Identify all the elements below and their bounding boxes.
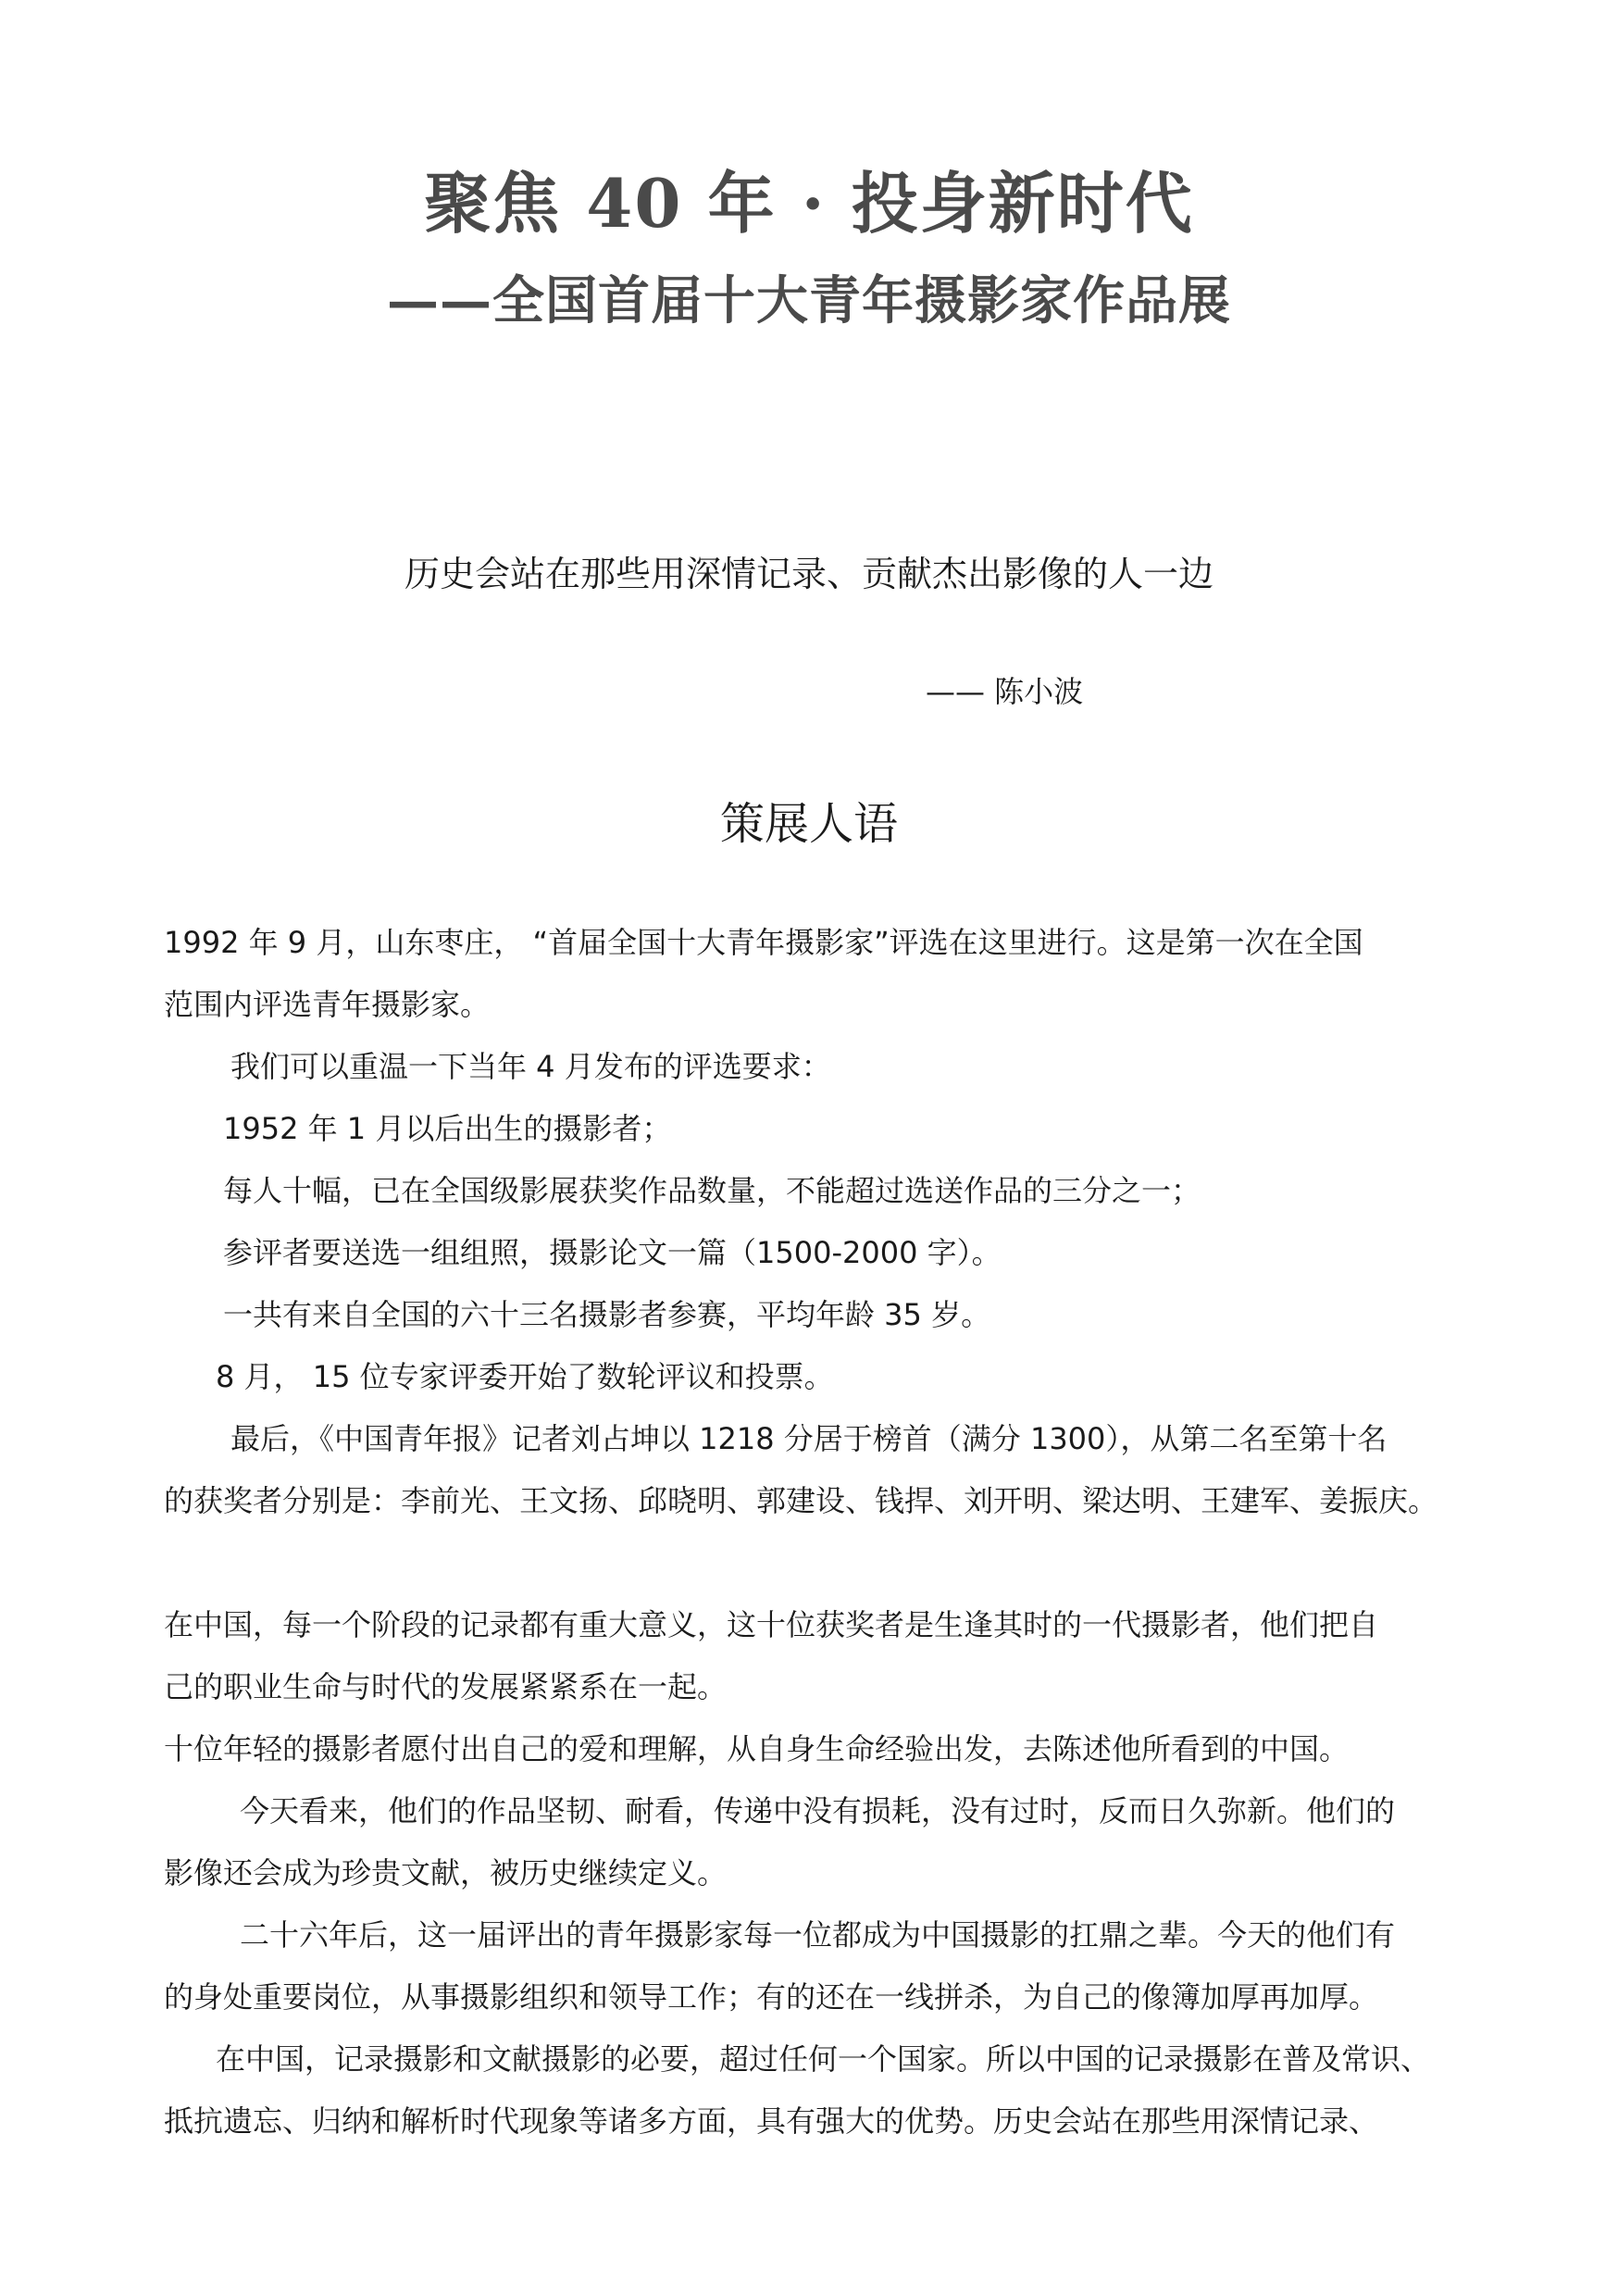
body-line: 影像还会成为珍贵文献，被历史继续定义。 (164, 1855, 728, 1890)
body-line: 每人十幅，已在全国级影展获奖作品数量，不能超过选送作品的三分之一； (223, 1173, 1201, 1208)
body-line: 范围内评选青年摄影家。 (164, 987, 491, 1022)
title-block (0, 153, 1618, 347)
body-line: 十位年轻的摄影者愿付出自己的爱和理解，从自身生命经验出发，去陈述他所看到的中国。 (164, 1731, 1350, 1766)
paragraph-gap (164, 1532, 1464, 1594)
sub-title: ——全国首届十大青年摄影家作品展 (387, 270, 1231, 331)
epigraph-quote: 历史会站在那些用深情记录、贡献杰出影像的人一边 (404, 554, 1214, 594)
section-title: 策展人语 (719, 798, 898, 850)
main-title: 聚焦 40 年 · 投身新时代 (424, 164, 1194, 243)
body-line: 二十六年后，这一届评出的青年摄影家每一位都成为中国摄影的扛鼎之辈。今天的他们有 (240, 1917, 1396, 1953)
body-line: 我们可以重温一下当年 4 月发布的评选要求： (230, 1049, 831, 1084)
body-line: 最后，《中国青年报》记者刘占坤以 1218 分居于榜首（满分 1300），从第二名至第十名 (230, 1421, 1388, 1456)
body-line: 在中国，每一个阶段的记录都有重大意义，这十位获奖者是生逢其时的一代摄影者，他们把自 (164, 1607, 1379, 1642)
epigraph-author: —— 陈小波 (926, 674, 1084, 709)
body-line: 今天看来，他们的作品坚韧、耐看，传递中没有损耗，没有过时，反而日久弥新。他们的 (240, 1793, 1396, 1828)
body-line: 1952 年 1 月以后出生的摄影者； (223, 1111, 672, 1146)
body-line: 8 月， 15 位专家评委开始了数轮评议和投票。 (216, 1359, 834, 1394)
body-line: 参评者要送选一组组照，摄影论文一篇（1500-2000 字）。 (223, 1235, 1002, 1270)
body-line: 1992 年 9 月，山东枣庄， “首届全国十大青年摄影家”评选在这里进行。这是第一次在全国 (164, 925, 1363, 960)
body-line: 的获奖者分别是：李前光、王文扬、邱晓明、郭建设、钱捍、刘开明、梁达明、王建军、姜振庆。 (164, 1483, 1438, 1518)
body-line: 抵抗遗忘、归纳和解析时代现象等诸多方面，具有强大的优势。历史会站在那些用深情记录、 (164, 2103, 1379, 2139)
body-line: 一共有来自全国的六十三名摄影者参赛，平均年龄 35 岁。 (223, 1297, 991, 1332)
body-line: 在中国，记录摄影和文献摄影的必要，超过任何一个国家。所以中国的记录摄影在普及常识、 (216, 2041, 1431, 2077)
body-text (164, 912, 1464, 2152)
body-line: 己的职业生命与时代的发展紧紧系在一起。 (164, 1669, 728, 1704)
body-line: 的身处重要岗位，从事摄影组织和领导工作；有的还在一线拼杀，为自己的像簿加厚再加厚。 (164, 1979, 1379, 2015)
